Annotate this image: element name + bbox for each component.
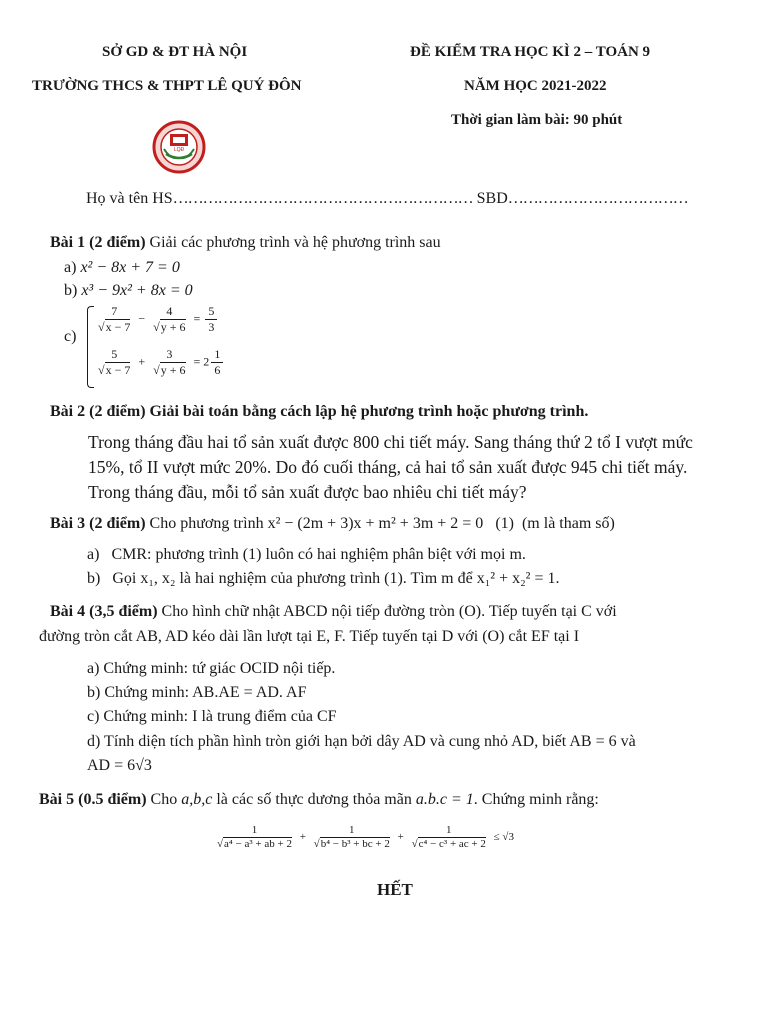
bai2-line-1: Trong tháng đầu hai tổ sản xuất được 800 chi tiết máy. Sang tháng thứ 2 tổ I vượt mức bbox=[88, 432, 693, 452]
end-marker: HẾT bbox=[377, 880, 413, 899]
bai2-line-3: Trong tháng đầu, mỗi tổ sản xuất được bao nhiêu chi tiết máy? bbox=[88, 482, 527, 502]
exam-title: ĐỀ KIỂM TRA HỌC KÌ 2 – TOÁN 9 bbox=[410, 44, 651, 60]
student-name-blank: …………………………………………………… bbox=[172, 190, 473, 207]
time-allowed: Thời gian làm bài: 90 phút bbox=[451, 112, 623, 128]
bai4-part-c: c) Chứng minh: I là trung điểm của CF bbox=[87, 708, 337, 725]
bai1-title: Bài 1 (2 điểm) bbox=[50, 234, 146, 251]
sbd-blank: ……………………………… bbox=[507, 190, 688, 207]
bai1-part-b: b) x³ − 9x² + 8x = 0 bbox=[64, 282, 193, 299]
bai3-part-b: b) Gọi x₁, x₂ là hai nghiệm của phương trình (1). Tìm m để x₁² + x₂² = 1. bbox=[87, 570, 560, 587]
bai4-heading: Bài 4 (3,5 điểm) Cho hình chữ nhật ABCD nội tiếp đường tròn (O). Tiếp tuyến tại C với bbox=[50, 603, 617, 620]
bai3-part-a: a) CMR: phương trình (1) luôn có hai nghiệm phân biệt với mọi m. bbox=[87, 546, 526, 563]
bai1-b-equation: x³ − 9x² + 8x = 0 bbox=[81, 282, 193, 299]
bai4-part-a: a) Chứng minh: tứ giác OCID nội tiếp. bbox=[87, 660, 336, 677]
bai1-part-a: a) x² − 8x + 7 = 0 bbox=[64, 259, 180, 276]
student-info-line bbox=[86, 190, 688, 208]
bai4-part-d-line-1: d) Tính diện tích phần hình tròn giới hạn bởi dây AD và cung nhỏ AD, biết AB = 6 và bbox=[87, 733, 636, 750]
department-name: SỞ GD & ĐT HÀ NỘI bbox=[102, 44, 248, 60]
inequality: $\frac{1}{\text{√a⁴ − a³ + ab + 2}}$ + $\frac{1}{\text{√b⁴ − b³ + bc + 2}}$ + $\frac{1}{\text{√c⁴ − c³ + ac + 2}}$ ≤ √3 bbox=[217, 824, 514, 850]
bai5-heading: Bài 5 (0.5 điểm) Cho a,b,c là các số thực dương thỏa mãn a.b.c = 1. Chứng minh rằng: bbox=[39, 791, 599, 808]
bai4-part-d-line-2: AD = 6√3 bbox=[87, 757, 152, 774]
bai1-heading bbox=[50, 234, 441, 252]
bai1-c-label: c) bbox=[64, 328, 77, 345]
bai1-a-equation: x² − 8x + 7 = 0 bbox=[80, 259, 180, 276]
bai1-text: Giải các phương trình và hệ phương trình sau bbox=[145, 234, 441, 251]
svg-text:LQĐ: LQĐ bbox=[173, 147, 185, 153]
school-logo bbox=[152, 120, 206, 174]
bai2-title: Bài 2 (2 điểm) Giải bài toán bằng cách lập hệ phương trình hoặc phương trình. bbox=[50, 403, 589, 420]
system-row-2: $\frac{5}{√x - 7}$ + $\frac{3}{√y + 6}$ = 2 $\frac{1}{6}$ bbox=[93, 348, 225, 377]
bai2-line-2: 15%, tổ II vượt mức 20%. Do đó cuối tháng, cả hai tổ sản xuất được 945 chi tiết máy. bbox=[88, 457, 688, 477]
bai3-equation: x² − (2m + 3)x + m² + 3m + 2 = 0 bbox=[267, 515, 484, 532]
sbd-label: SBD bbox=[476, 190, 508, 207]
bai4-part-b: b) Chứng minh: AB.AE = AD. AF bbox=[87, 684, 307, 701]
school-name: TRƯỜNG THCS & THPT LÊ QUÝ ĐÔN bbox=[32, 78, 302, 94]
school-year: NĂM HỌC 2021-2022 bbox=[464, 78, 607, 94]
bai4-line-2: đường tròn cắt AB, AD kéo dài lần lượt tại E, F. Tiếp tuyến tại D với (O) cắt EF tại I bbox=[39, 628, 580, 645]
student-name-label: Họ và tên HS bbox=[86, 190, 173, 207]
system-row-1: $\frac{7}{√x - 7}$ − $\frac{4}{√y + 6}$ = $\frac{5}{3}$ bbox=[93, 305, 219, 334]
bai3-heading: Bài 3 (2 điểm) Cho phương trình x² − (2m + 3)x + m² + 3m + 2 = 0 (1) (m là tham số) bbox=[50, 515, 615, 532]
